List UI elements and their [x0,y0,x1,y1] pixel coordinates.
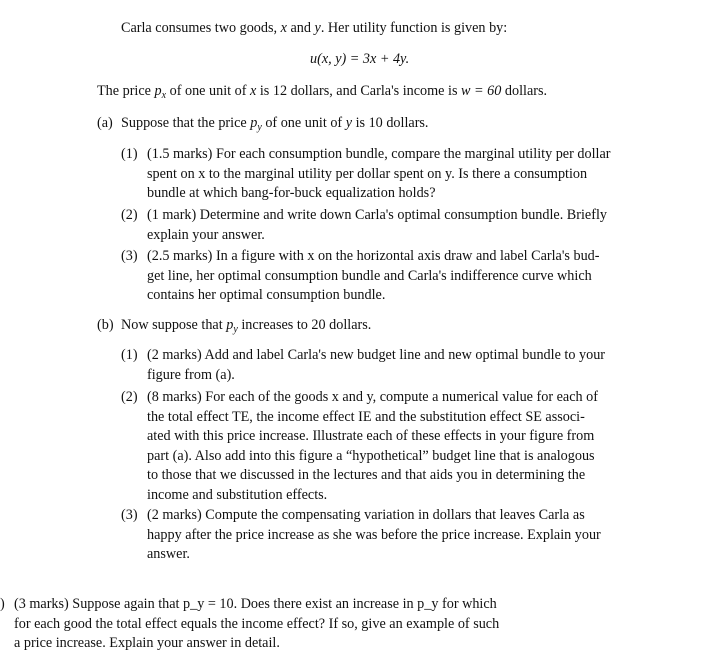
text-line: (2.5 marks) In a figure with x on the horizontal axis draw and label Carla's bud- [147,248,600,264]
part-b-text-post: increases to 20 dollars. [237,317,372,333]
part-a-text [121,114,428,137]
text-line: ated with this price increase. Illustrate each of these effects in your figure from [147,428,595,445]
part-a-item-1 [147,145,637,204]
text-line: (2 marks) Add and label Carla's new budget line and new optimal bundle to your [147,347,606,363]
text-line: (8 marks) For each of the goods x and y, compute a numerical value for each of [147,389,598,405]
intro-text-post: . Her utility function is given by: [320,20,508,36]
text-line: part (a). Also add into this figure a “hypothetical” budget line that is analogous [147,447,595,464]
part-a-py-sub: y [257,122,262,133]
var-x-2: x [250,83,257,99]
text-line: contains her optimal consumption bundle. [147,287,386,304]
part-b-item-3 [147,506,637,565]
part-a-text-pre: Suppose that the price [121,115,251,131]
text-line: happy after the price increase as she was before the price increase. Explain your [147,526,601,543]
part-b-py-sub: y [233,324,238,335]
intro-line-3 [97,82,547,105]
text-line: to those that we discussed in the lectures and that aids you in determining the [147,467,586,484]
price-text-d: dollars. [501,83,548,99]
part-a-item-2-label: (2) [121,207,138,223]
part-c-label: ) [0,596,5,612]
price-text-c: is 12 dollars, and Carla's income is [256,83,462,99]
part-a-item-1-label: (1) [121,146,138,162]
price-text-b: of one unit of [166,83,250,99]
text-line: for each good the total effect equals the income effect? If so, give an example of such [14,615,500,632]
text-line: get line, her optimal consumption bundle and Carla's indifference curve which [147,267,592,284]
utility-equation: u(x, y) = 3x + 4y. [310,51,410,67]
text-line: income and substitution effects. [147,486,328,503]
intro-text: Carla consumes two goods, [121,20,281,36]
text-line: a price increase. Explain your answer in detail. [14,635,280,652]
part-a-item-3 [147,247,637,306]
part-c-text [14,595,524,654]
text-line: figure from (a). [147,366,235,383]
intro-line-1 [121,19,507,38]
part-a-item-3-label: (3) [121,248,138,264]
part-b-item-3-label: (3) [121,507,138,523]
income-equation: w = 60 [461,83,502,99]
part-a-text-mid: of one unit of [261,115,346,131]
text-line: answer. [147,546,190,563]
part-b-label: (b) [97,317,114,333]
part-b-item-2 [147,388,637,506]
text-line: (1.5 marks) For each consumption bundle, compare the marginal utility per dollar [147,146,611,162]
part-b-text-pre: Now suppose that [121,317,227,333]
part-b-item-2-label: (2) [121,389,138,405]
part-a-py: p [250,115,258,131]
text-line: spent on x to the marginal utility per dollar spent on y. Is there a consumption [147,165,588,182]
price-text-a: The price [97,83,155,99]
part-a-label: (a) [97,115,113,131]
text-line: bundle at which bang-for-buck equalization holds? [147,185,436,202]
text-line: explain your answer. [147,226,265,243]
text-line: the total effect TE, the income effect IE and the substitution effect SE associ- [147,408,585,425]
text-line: (2 marks) Compute the compensating variation in dollars that leaves Carla as [147,507,585,523]
var-x: x [280,20,287,36]
part-a-var-y: y [345,115,353,131]
text-line: (3 marks) Suppose again that p_y = 10. Does there exist an increase in p_y for which [14,596,497,612]
part-a-item-2 [147,206,637,245]
part-b-py: p [226,317,234,333]
price-px: p [154,83,162,99]
intro-and: and [286,20,315,36]
part-b-item-1-label: (1) [121,347,138,363]
part-b-text [121,316,371,339]
price-px-sub: x [161,90,167,101]
text-line: (1 mark) Determine and write down Carla's optimal consumption bundle. Briefly [147,207,607,223]
part-b-item-1 [147,346,637,385]
var-y: y [314,20,321,36]
part-a-text-post: is 10 dollars. [352,115,429,131]
